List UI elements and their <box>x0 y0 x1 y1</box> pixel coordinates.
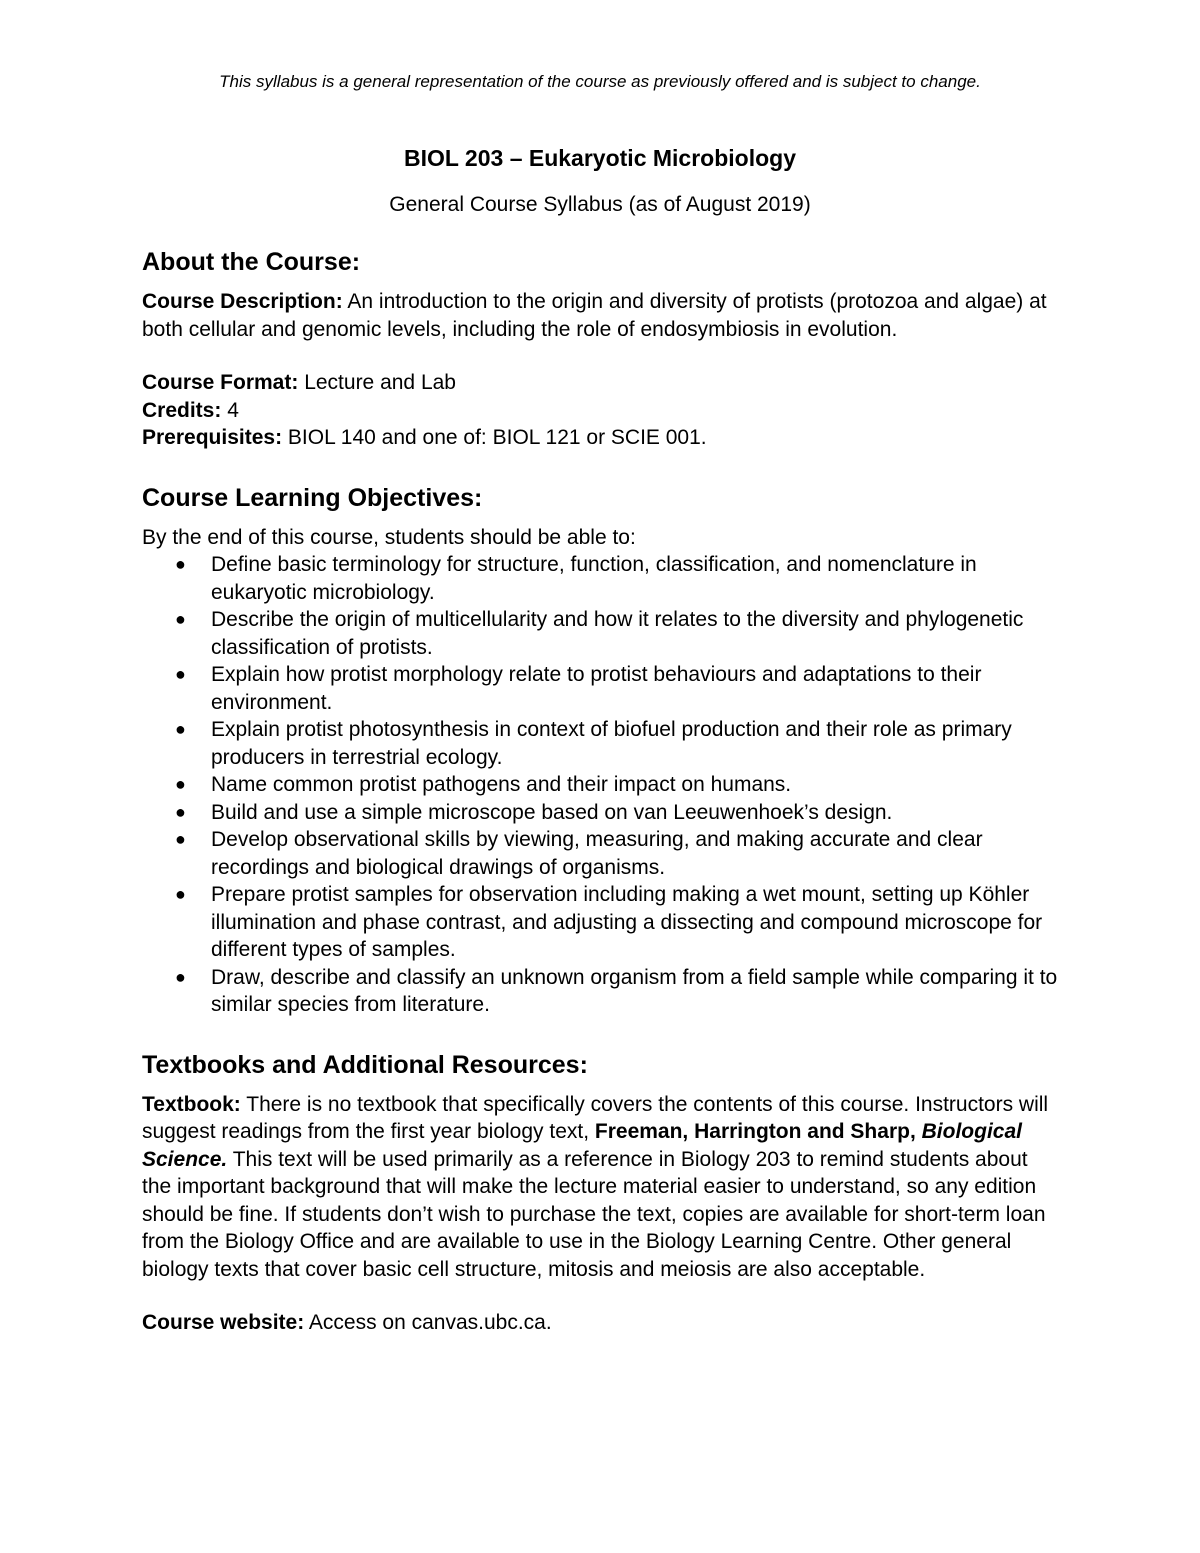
page-title: BIOL 203 – Eukaryotic Microbiology <box>404 145 796 171</box>
course-prerequisites <box>142 424 1062 452</box>
bullet-icon: ● <box>175 554 186 574</box>
course-format-label: Course Format: <box>142 371 299 394</box>
course-website <box>142 1309 1062 1337</box>
textbook-title: Biological Science. <box>142 1120 1022 1171</box>
list-item <box>142 606 1062 661</box>
list-item <box>142 964 1062 1019</box>
textbook-paragraph <box>142 1091 1062 1284</box>
course-credits-text: 4 <box>221 398 239 422</box>
bullet-icon: ● <box>175 801 186 822</box>
page-subtitle: General Course Syllabus (as of August 2019) <box>389 193 811 216</box>
resources-heading: Textbooks and Additional Resources: <box>142 1050 588 1079</box>
textbook-text-intro: There is no textbook that specifically covers the contents of this course. Instructors will suggest readings from the first year biology text, <box>142 1092 1049 1143</box>
textbook-label: Textbook: <box>142 1092 241 1116</box>
list-item <box>142 771 1062 799</box>
objective-text: Describe the origin of multicellularity and how it relates to the diversity and phylogenetic classification of protists. <box>211 608 1024 659</box>
list-item <box>142 661 1062 716</box>
bullet-icon: ● <box>175 774 186 794</box>
bullet-icon: ● <box>175 829 186 849</box>
course-description-label: Course Description: <box>142 290 343 313</box>
list-item <box>142 551 1062 606</box>
objectives-intro: By the end of this course, students should be able to: <box>142 525 636 549</box>
objective-text: Explain protist photosynthesis in context of biofuel production and their role as primary producers in terrestrial ecology. <box>211 718 1012 769</box>
course-prerequisites-text: BIOL 140 and one of: BIOL 121 or SCIE 001. <box>282 426 707 449</box>
course-description <box>142 288 1062 343</box>
course-credits <box>142 397 1062 425</box>
course-website-text: Access on canvas.ubc.ca. <box>304 1311 552 1334</box>
objective-text: Define basic terminology for structure, function, classification, and nomenclature in eukaryotic microbiology. <box>211 553 977 604</box>
about-heading: About the Course: <box>142 248 361 276</box>
course-prerequisites-label: Prerequisites: <box>142 426 283 449</box>
objectives-list <box>142 551 1062 1019</box>
objective-text: Build and use a simple microscope based on van Leeuwenhoek’s design. <box>211 800 893 824</box>
objective-text: Draw, describe and classify an unknown organism from a field sample while comparing it to similar species from literature. <box>211 965 1058 1016</box>
objective-text: Name common protist pathogens and their impact on humans. <box>211 773 792 796</box>
textbook-authors: Freeman, Harrington and Sharp, <box>594 1120 922 1143</box>
course-credits-label: Credits: <box>142 398 222 422</box>
list-item <box>142 716 1062 771</box>
list-item <box>142 826 1062 881</box>
list-item <box>142 881 1062 964</box>
course-format <box>142 369 1062 397</box>
objective-text: Develop observational skills by viewing, measuring, and making accurate and clear recordings and biological drawings of organisms. <box>211 828 983 879</box>
bullet-icon: ● <box>175 664 186 684</box>
course-website-label: Course website: <box>142 1311 305 1334</box>
objective-text: Prepare protist samples for observation including making a wet mount, setting up Köhler illumination and phase contrast, and adjusting a dissecting and compound microscope for different types of samples. <box>211 883 1043 961</box>
objective-text: Explain how protist morphology relate to protist behaviours and adaptations to their environment. <box>211 663 982 714</box>
bullet-icon: ● <box>175 966 186 987</box>
course-format-text: Lecture and Lab <box>298 371 456 394</box>
bullet-icon: ● <box>175 884 186 904</box>
course-description-text: An introduction to the origin and diversity of protists (protozoa and algae) at both cellular and genomic levels, including the role of endosymbiosis in evolution. <box>142 290 1047 341</box>
textbook-text-body: This text will be used primarily as a reference in Biology 203 to remind students about the important background that will make the lecture material easier to understand, so any edition should be fine. If students don’t wish to purchase the text, copies are available for short-term loan from the Biology Office and are available to use in the Biology Learning Centre. Other general biology texts that cover basic cell structure, mitosis and meiosis are also acceptable. <box>142 1147 1046 1281</box>
objectives-heading: Course Learning Objectives: <box>142 483 483 512</box>
list-item <box>142 799 1062 827</box>
disclaimer-note: This syllabus is a general representation of the course as previously offered and is subject to change. <box>219 72 981 91</box>
syllabus-content <box>142 246 1062 1337</box>
bullet-icon: ● <box>175 609 186 629</box>
bullet-icon: ● <box>175 719 186 739</box>
